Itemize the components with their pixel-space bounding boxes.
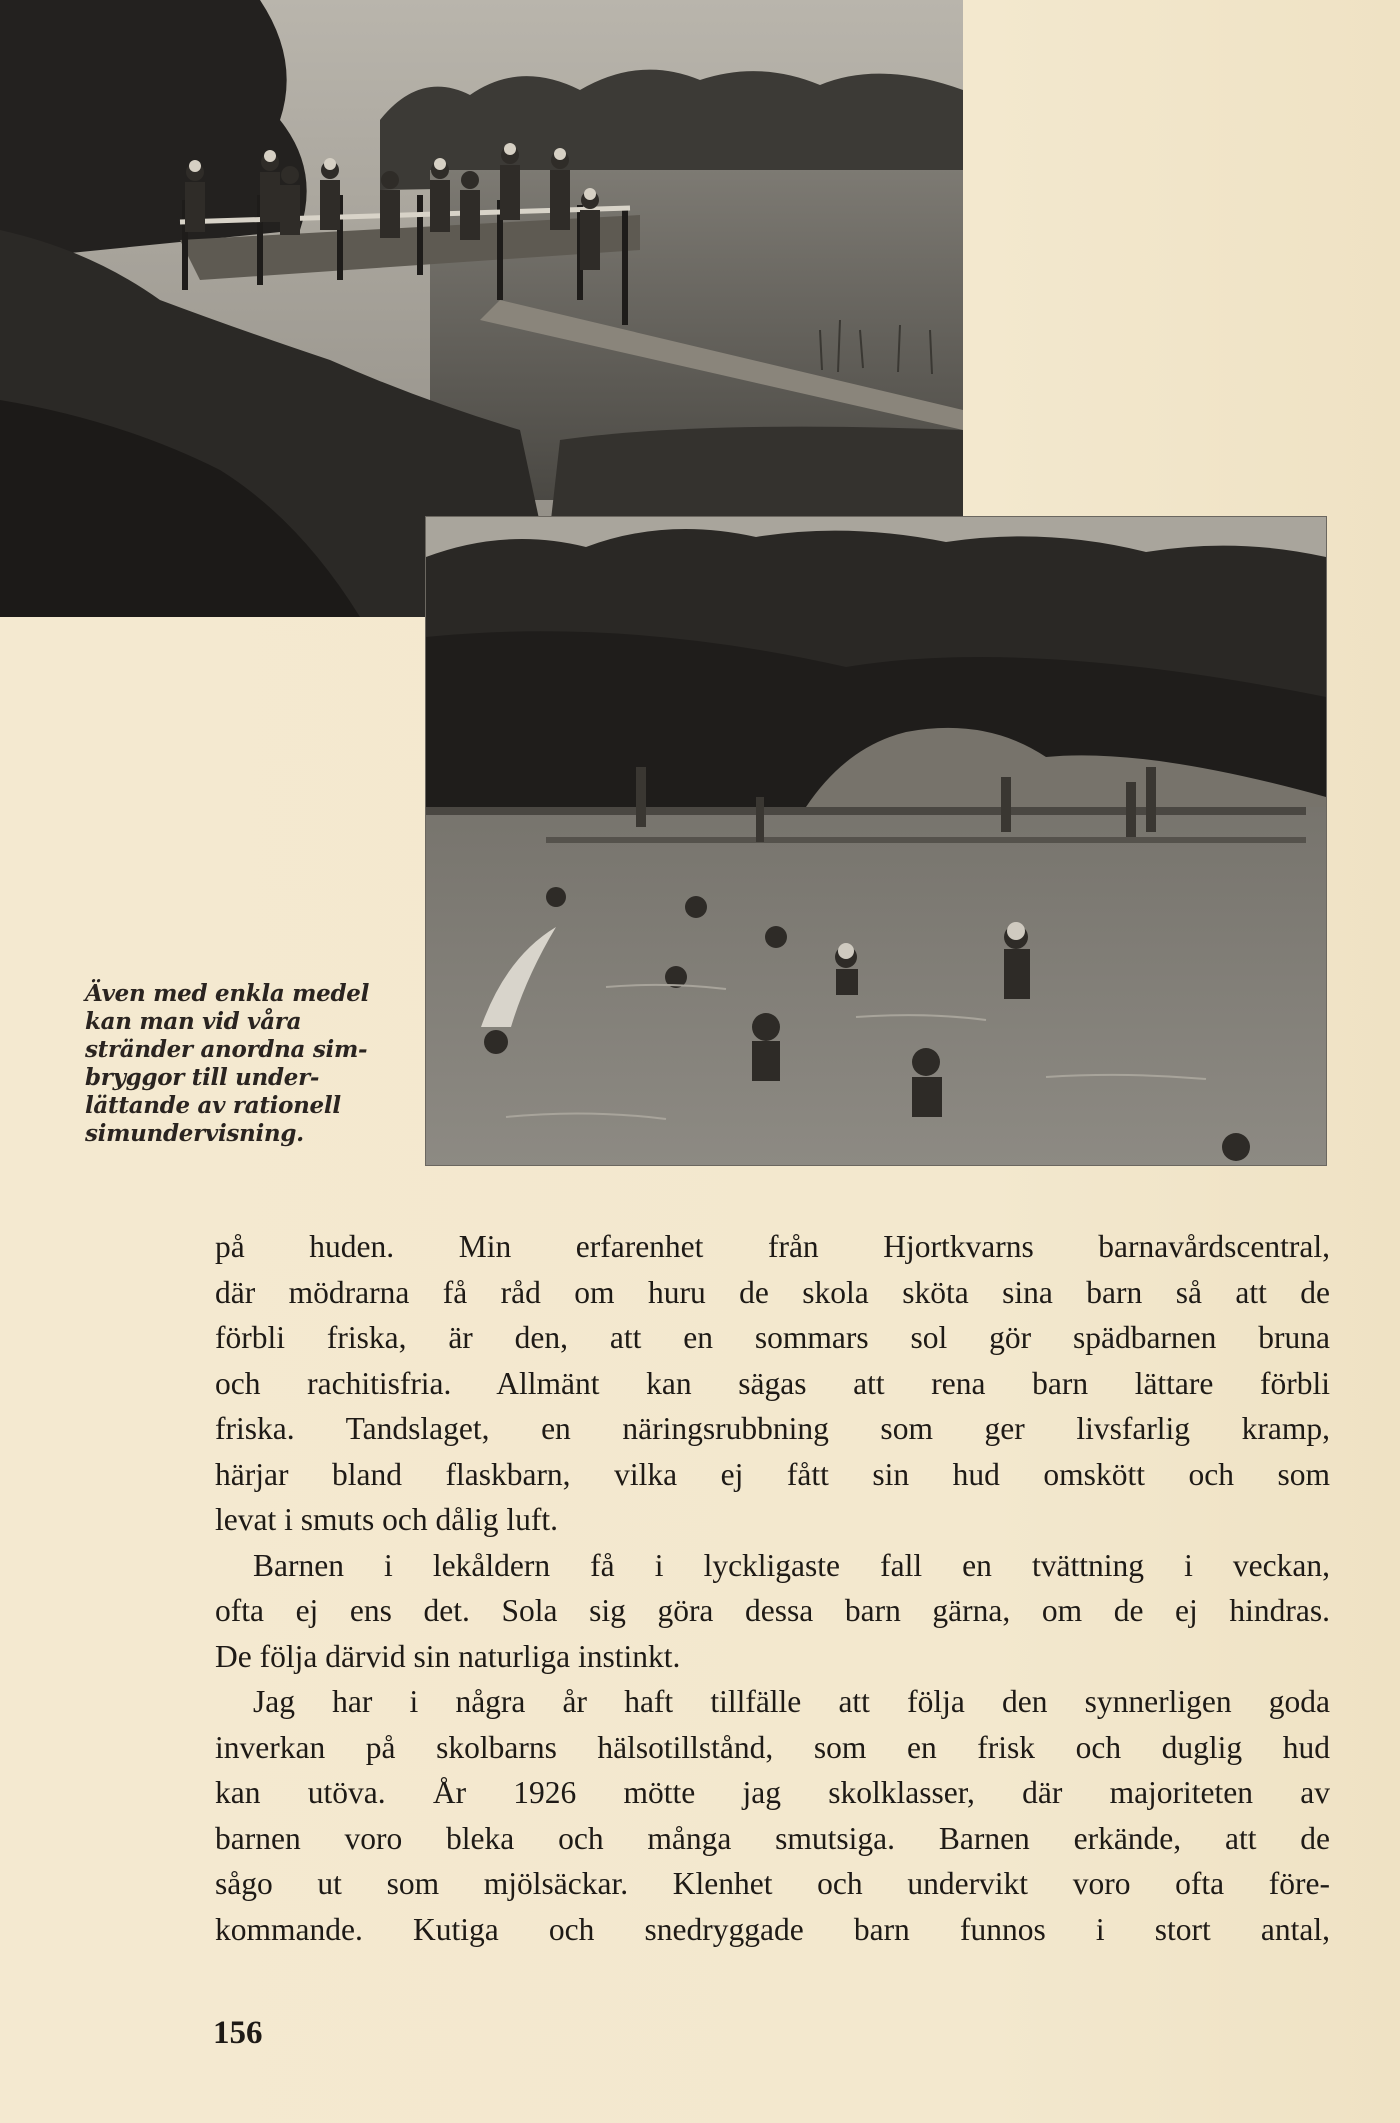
text-line: kommande. Kutiga och snedryggade barn funnos i stort antal, <box>215 1911 1330 1947</box>
caption-line: Även med enkla medel <box>85 980 370 1007</box>
text-line: levat i smuts och dålig luft. <box>215 1502 558 1537</box>
paragraph <box>215 1224 1330 1543</box>
text-line: barnen voro bleka och många smutsiga. Barnen erkände, att de <box>215 1820 1330 1856</box>
text-line: på huden. Min erfarenhet från Hjortkvarns barnavårdscentral, <box>215 1229 1330 1264</box>
text-line: inverkan på skolbarns hälsotillstånd, som en frisk och duglig hud <box>215 1729 1330 1765</box>
text-line: friska. Tandslaget, en näringsrubbning som ger livsfarlig kramp, <box>215 1411 1330 1446</box>
text-line: ofta ej ens det. Sola sig göra dessa barn gärna, om de ej hindras. <box>215 1593 1330 1628</box>
paragraph <box>215 1679 1330 1952</box>
caption-line: lättande av rationell <box>85 1092 341 1119</box>
text-line: Barnen i lekåldern få i lyckligaste fall en tvättning i veckan, <box>253 1547 1330 1583</box>
text-line: sågo ut som mjölsäckar. Klenhet och undervikt voro ofta före- <box>215 1866 1330 1901</box>
text-line: förbli friska, är den, att en sommars sol gör spädbarnen bruna <box>215 1320 1330 1355</box>
text-line: och rachitisfria. Allmänt kan sägas att rena barn lättare förbli <box>215 1365 1330 1401</box>
text-line: där mödrarna få råd om huru de skola sköta sina barn så att de <box>215 1274 1330 1310</box>
body-text <box>215 1224 1330 1952</box>
caption-line: bryggor till under- <box>85 1064 320 1091</box>
photo-caption <box>85 980 385 1148</box>
caption-line: simundervisning. <box>85 1120 304 1147</box>
text-line: kan utöva. År 1926 mötte jag skolklasser, där majoriteten av <box>215 1775 1330 1810</box>
text-line: Jag har i några år haft tillfälle att följa den synnerligen goda <box>253 1684 1330 1719</box>
caption-line: kan man vid våra <box>85 1008 302 1035</box>
text-line: härjar bland flaskbarn, vilka ej fått sin hud omskött och som <box>215 1456 1330 1492</box>
caption-line: stränder anordna sim- <box>85 1036 368 1063</box>
page-number: 156 <box>213 2015 263 2051</box>
paragraph <box>215 1543 1330 1680</box>
photo-swimming-lesson <box>425 516 1327 1166</box>
text-line: De följa därvid sin naturliga instinkt. <box>215 1638 681 1674</box>
